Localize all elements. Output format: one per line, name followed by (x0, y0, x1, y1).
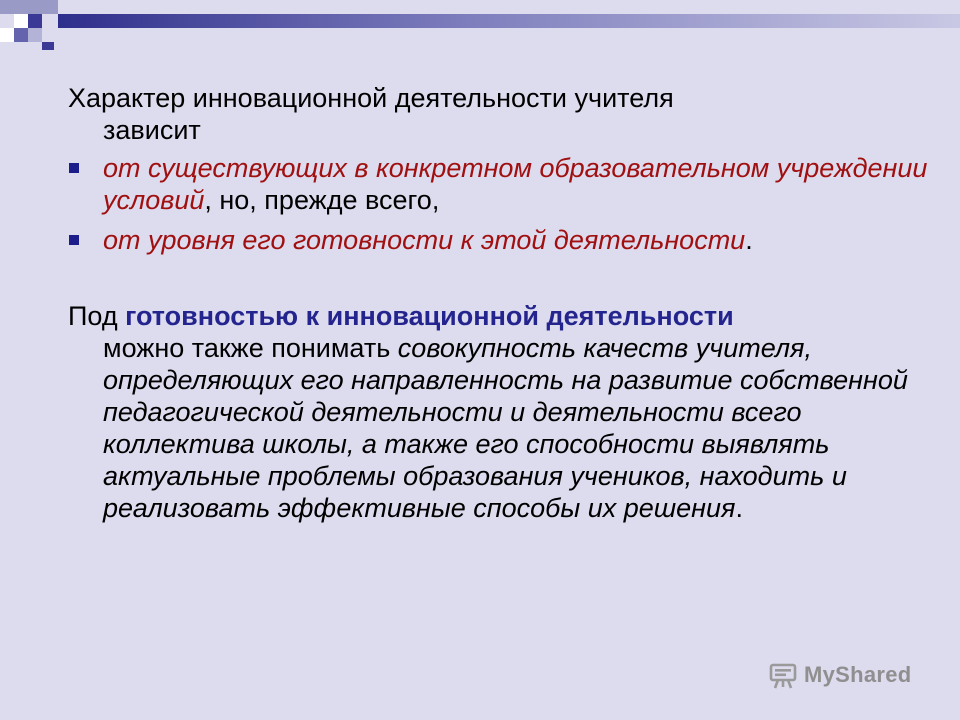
intro-text (68, 82, 928, 146)
definition-lead: можно также понимать (103, 333, 398, 363)
definition-paragraph (68, 300, 928, 524)
definition-prefix: Под (68, 301, 126, 331)
square-bullet-icon (69, 235, 79, 245)
watermark-text: MyShared (804, 662, 912, 687)
intro-line-1: Характер инновационной деятельности учителя (68, 83, 674, 113)
header-decoration (0, 0, 960, 50)
bullet-1-highlight: от существующих в конкретном образовательном учреждении условий (103, 153, 928, 215)
presentation-board-icon (768, 660, 798, 690)
deco-bar (58, 14, 960, 28)
definition-end: . (735, 493, 743, 523)
definition-body (68, 332, 928, 524)
deco-square (0, 28, 14, 42)
list-item (68, 152, 928, 216)
square-bullet-icon (69, 163, 79, 173)
slide-body (68, 82, 928, 551)
deco-square (28, 14, 42, 28)
deco-square (0, 0, 58, 14)
list-item (68, 224, 928, 256)
definition-term: готовностью к инновационной деятельности (125, 301, 734, 331)
deco-square (42, 42, 54, 50)
definition-italic: совокупность качеств учителя, определяющих его направленность на развитие собственной педагогической деятельности и деятельности всего коллектива школы, а также его способности выявлять актуальные проблемы образования учеников, находить и реализовать эффективные способы их решения (103, 333, 908, 523)
watermark-logo (768, 658, 912, 692)
bullet-list (68, 152, 928, 256)
bullet-2-text: . (745, 225, 753, 255)
bullet-2-highlight: от уровня его готовности к этой деятельности (103, 225, 746, 255)
deco-square (14, 28, 28, 42)
intro-line-2: зависит (103, 115, 201, 145)
bullet-1-text: , но, прежде всего, (204, 185, 440, 215)
deco-square (28, 28, 42, 42)
deco-square (14, 14, 28, 28)
